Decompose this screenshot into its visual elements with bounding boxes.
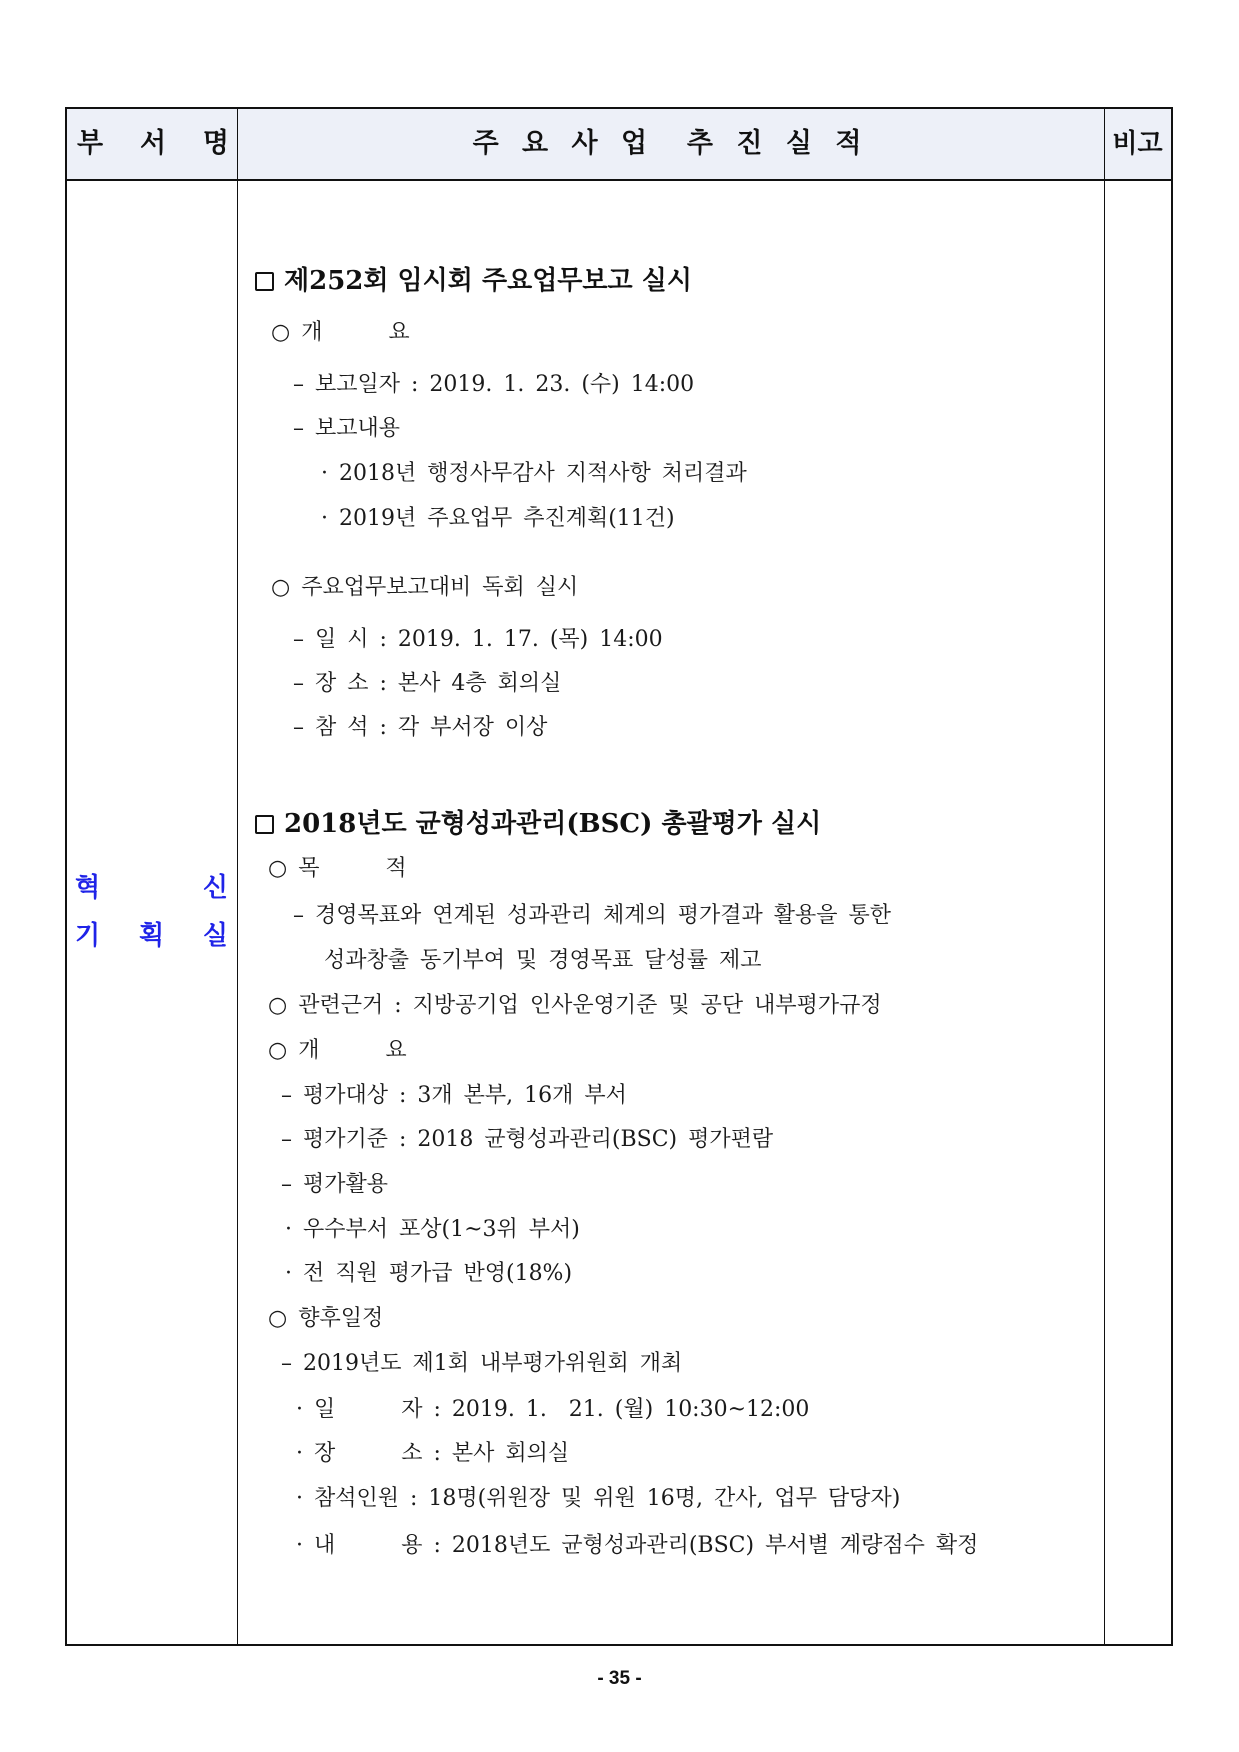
content-line: · 우수부서 포상(1~3위 부서) <box>285 1217 580 1242</box>
section-title-text: 제252회 임시회 주요업무보고 실시 <box>284 266 692 296</box>
content-line: · 장 소 : 본사 회의실 <box>296 1441 570 1466</box>
content-line: · 참석인원 : 18명(위원장 및 위원 16명, 간사, 업무 담당자) <box>296 1486 901 1511</box>
content-line: – 2019년도 제1회 내부평가위원회 개최 <box>281 1351 683 1376</box>
content-line: ○ 개 요 <box>271 320 410 345</box>
content-line: ○ 목 적 <box>268 856 407 881</box>
content-line: – 보고내용 <box>293 416 401 441</box>
section-title <box>255 264 692 298</box>
content-line: – 경영목표와 연계된 성과관리 체계의 평가결과 활용을 통한 <box>293 903 892 928</box>
section-title <box>255 807 821 841</box>
page-number: - 35 - <box>597 1668 642 1689</box>
content-line: ○ 주요업무보고대비 독회 실시 <box>271 575 579 600</box>
content-line: – 평가기준 : 2018 균형성과관리(BSC) 평가편람 <box>281 1127 774 1152</box>
department-name-line1: 혁 신 <box>75 873 228 903</box>
content-line: · 2018년 행정사무감사 지적사항 처리결과 <box>310 461 747 486</box>
content-line: – 평가대상 : 3개 본부, 16개 부서 <box>281 1083 627 1108</box>
content-line: 성과창출 동기부여 및 경영목표 달성률 제고 <box>324 948 762 973</box>
content-line: – 장 소 : 본사 4층 회의실 <box>293 671 562 696</box>
content-line: ○ 향후일정 <box>268 1306 384 1331</box>
header-main-achievements: 주 요 사 업 추 진 실 적 <box>472 128 869 159</box>
section-title-text: 2018년도 균형성과관리(BSC) 총괄평가 실시 <box>284 809 822 839</box>
content-line: · 전 직원 평가급 반영(18%) <box>285 1261 573 1286</box>
content-line: – 평가활용 <box>281 1172 389 1197</box>
column-divider <box>1104 109 1105 1644</box>
content-line: – 보고일자 : 2019. 1. 23. (수) 14:00 <box>293 372 695 397</box>
department-name-line2: 기 획 실 <box>75 921 228 951</box>
content-line: ○ 개 요 <box>268 1038 407 1063</box>
header-department: 부 서 명 <box>77 128 229 159</box>
content-line: · 내 용 : 2018년도 균형성과관리(BSC) 부서별 계량점수 확정 <box>296 1533 979 1558</box>
header-remarks: 비고 <box>1112 129 1163 159</box>
content-line: – 참 석 : 각 부서장 이상 <box>293 715 548 740</box>
content-line: · 2019년 주요업무 추진계획(11건) <box>310 506 675 531</box>
table-header-row <box>67 109 1171 181</box>
content-line: · 일 자 : 2019. 1. 21. (월) 10:30~12:00 <box>296 1397 810 1422</box>
square-bullet-icon <box>255 815 274 834</box>
content-line: – 일 시 : 2019. 1. 17. (목) 14:00 <box>293 627 663 652</box>
content-line: ○ 관련근거 : 지방공기업 인사운영기준 및 공단 내부평가규정 <box>268 993 882 1018</box>
column-divider <box>237 109 238 1644</box>
square-bullet-icon <box>255 272 274 291</box>
